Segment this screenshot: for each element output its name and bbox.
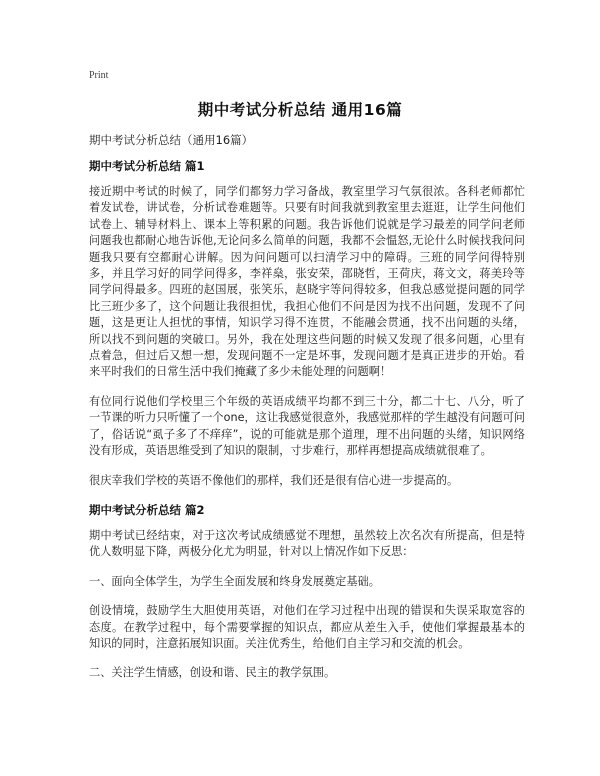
- section-heading: 期中考试分析总结 篇1: [89, 159, 205, 173]
- document-title: 期中考试分析总结 通用16篇: [197, 101, 403, 119]
- document-body: [89, 132, 525, 695]
- paragraph: 期中考试已经结束，对于这次考试成绩感觉不理想，虽然较上次名次有所提高，但是特优人数明显下降，两极分化尤为明显，针对以上情况作如下反思：: [89, 528, 525, 559]
- paragraph: 创设情境，鼓励学生大胆使用英语，对他们在学习过程中出现的错误和失误采取宽容的态度。在教学过程中，每个需要掌握的知识点，都应从差生入手，使他们掌握最基本的知识的同时，注意拓展知识面。关注优秀生，给他们自主学习和交流的机会。: [89, 604, 525, 650]
- paragraph: 一、面向全体学生，为学生全面发展和终身发展奠定基础。: [89, 574, 380, 588]
- section-1: [89, 158, 525, 489]
- section-heading: 期中考试分析总结 篇2: [89, 502, 205, 517]
- paragraph: 接近期中考试的时候了，同学们都努力学习备战，教室里学习气氛很浓。各科老师都忙着发试卷，讲试卷，分析试卷难题等。只要有时间我就到教室里去逛逛，让学生问他们试卷上、辅导材料上、课本上等积累的问题。我告诉他们说就是学习最差的同学问老师问题我也都耐心地告诉他,无论问多么简单的问题，我都不会愠怒,无论什么时候找我问问题我只要有空都耐心讲解。因为问问题可以扫清学习中的障碍。三班的同学问得特别多，并且学习好的同学问得多，李祥燊，张安荣，邵晓哲，王荷庆，蒋文文，蒋美玲等同学问得最多。四班的赵国展，张笑乐，赵晓宇等问得较多，但我总感觉提问题的同学比三班少多了，这个问题让我很担忧，我担心他们不问是因为找不出问题，发现不了问题，这是更让人担忧的事情，知识学习得不连贯，不能融会贯通，找不出问题的头绪，所以找不到问题的突破口。另外，我在处理这些问题的时候又发现了很多问题，心里有点着急，但过后又想一想，发现问题不一定是坏事，发现问题才是真正进步的开始。看来平时我们的日常生活中我们掩藏了多少未能处理的问题啊！: [89, 185, 525, 379]
- paragraph: 二、关注学生情感，创设和谐、民主的教学氛围。: [89, 666, 336, 680]
- document-subtitle: 期中考试分析总结（通用16篇）: [89, 133, 254, 147]
- paragraph: 有位同行说他们学校里三个年级的英语成绩平均都不到三十分，都二十七、八分，听了一节课的听力只听懂了一个one，这让我感觉很意外，我感觉那样的学生越没有问题可问了，俗话说“虱子多了不痒痒”，说的可能就是那个道理，理不出问题的头绪，知识网络没有形成，英语思维受到了知识的限制，寸步难行，那样再想提高成绩就很难了。: [89, 394, 525, 458]
- section-2: [89, 502, 525, 682]
- print-label[interactable]: Print: [89, 70, 109, 81]
- paragraph: 很庆幸我们学校的英语不像他们的那样，我们还是很有信心进一步提高的。: [89, 473, 459, 487]
